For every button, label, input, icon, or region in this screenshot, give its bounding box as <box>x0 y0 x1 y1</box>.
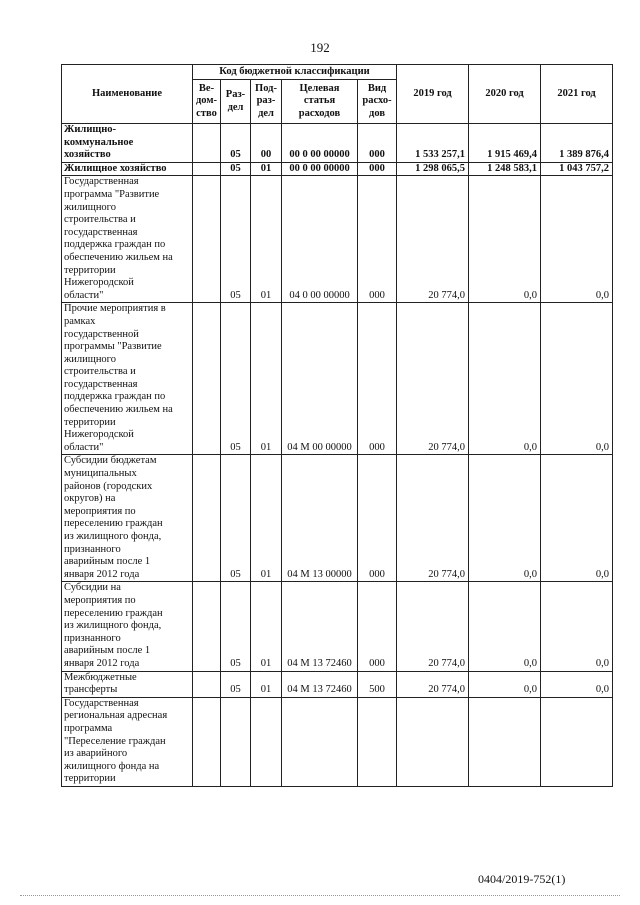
cell-y2020: 0,0 <box>469 176 541 303</box>
cell-name: Субсидии бюджетам муниципальных районов (городских округов) на мероприятия по переселению граждан из жилищного фонда, признанного аварийным после 1 января 2012 года <box>62 455 193 582</box>
cell-podrazdel <box>251 697 282 786</box>
header-razdel: Раз- дел <box>221 80 251 124</box>
table-row <box>62 671 613 697</box>
cell-y2020: 0,0 <box>469 303 541 455</box>
cell-y2020 <box>469 697 541 786</box>
header-vid-raskhodov: Вид расхо- дов <box>358 80 397 124</box>
cell-ved <box>193 582 221 671</box>
cell-vid: 000 <box>358 176 397 303</box>
cell-ved <box>193 671 221 697</box>
cell-name: Государственная программа "Развитие жилищного строительства и государственная поддержка граждан по обеспечению жильем на территории Нижегородской области" <box>62 176 193 303</box>
cell-tselevaya: 04 0 00 00000 <box>282 176 358 303</box>
table-row <box>62 697 613 786</box>
header-budget-code-group: Код бюджетной классификации <box>193 65 397 80</box>
header-2021: 2021 год <box>541 65 613 124</box>
cell-y2021: 0,0 <box>541 671 613 697</box>
cell-razdel: 05 <box>221 124 251 163</box>
cell-tselevaya: 04 М 13 00000 <box>282 455 358 582</box>
page-bottom-edge <box>20 895 620 896</box>
table-row <box>62 303 613 455</box>
table-row <box>62 582 613 671</box>
cell-y2020: 0,0 <box>469 582 541 671</box>
cell-podrazdel: 00 <box>251 124 282 163</box>
document-number: 0404/2019-752(1) <box>478 872 566 886</box>
cell-podrazdel: 01 <box>251 176 282 303</box>
page-number: 192 <box>310 40 330 55</box>
cell-name: Жилищное хозяйство <box>62 162 193 176</box>
cell-razdel <box>221 697 251 786</box>
cell-y2020: 0,0 <box>469 671 541 697</box>
cell-y2021: 1 043 757,2 <box>541 162 613 176</box>
cell-ved <box>193 455 221 582</box>
cell-razdel: 05 <box>221 455 251 582</box>
cell-vid: 000 <box>358 124 397 163</box>
header-2020: 2020 год <box>469 65 541 124</box>
table-row <box>62 124 613 163</box>
table-row <box>62 176 613 303</box>
budget-table <box>61 64 613 787</box>
cell-ved <box>193 697 221 786</box>
cell-vid: 000 <box>358 582 397 671</box>
cell-y2019: 20 774,0 <box>397 671 469 697</box>
cell-name: Жилищно- коммунальное хозяйство <box>62 124 193 163</box>
cell-y2021 <box>541 697 613 786</box>
header-2019: 2019 год <box>397 65 469 124</box>
cell-y2019 <box>397 697 469 786</box>
header-name: Наименование <box>62 65 193 124</box>
cell-y2021: 0,0 <box>541 176 613 303</box>
cell-tselevaya <box>282 697 358 786</box>
header-vedomstvo: Ве- дом- ство <box>193 80 221 124</box>
cell-y2021: 0,0 <box>541 582 613 671</box>
cell-vid: 000 <box>358 303 397 455</box>
cell-y2021: 1 389 876,4 <box>541 124 613 163</box>
cell-podrazdel: 01 <box>251 671 282 697</box>
cell-y2021: 0,0 <box>541 303 613 455</box>
cell-y2020: 0,0 <box>469 455 541 582</box>
cell-vid: 000 <box>358 455 397 582</box>
cell-razdel: 05 <box>221 582 251 671</box>
cell-podrazdel: 01 <box>251 455 282 582</box>
cell-tselevaya: 04 М 13 72460 <box>282 582 358 671</box>
cell-y2019: 20 774,0 <box>397 582 469 671</box>
table-row <box>62 455 613 582</box>
cell-y2021: 0,0 <box>541 455 613 582</box>
cell-razdel: 05 <box>221 303 251 455</box>
cell-vid <box>358 697 397 786</box>
cell-ved <box>193 162 221 176</box>
cell-name: Субсидии на мероприятия по переселению граждан из жилищного фонда, признанного аварийным после 1 января 2012 года <box>62 582 193 671</box>
cell-tselevaya: 00 0 00 00000 <box>282 162 358 176</box>
header-tselevaya-statya: Целевая статья расходов <box>282 80 358 124</box>
cell-y2019: 20 774,0 <box>397 303 469 455</box>
cell-vid: 500 <box>358 671 397 697</box>
cell-ved <box>193 303 221 455</box>
cell-name: Межбюджетные трансферты <box>62 671 193 697</box>
cell-name: Прочие мероприятия в рамках государственной программы "Развитие жилищного строительства и государственная поддержка граждан по обеспечению жильем на территории Нижегородской области" <box>62 303 193 455</box>
cell-y2019: 20 774,0 <box>397 455 469 582</box>
cell-vid: 000 <box>358 162 397 176</box>
cell-razdel: 05 <box>221 671 251 697</box>
cell-ved <box>193 124 221 163</box>
cell-podrazdel: 01 <box>251 582 282 671</box>
cell-tselevaya: 00 0 00 00000 <box>282 124 358 163</box>
cell-podrazdel: 01 <box>251 303 282 455</box>
cell-tselevaya: 04 М 00 00000 <box>282 303 358 455</box>
cell-y2019: 20 774,0 <box>397 176 469 303</box>
cell-ved <box>193 176 221 303</box>
cell-razdel: 05 <box>221 162 251 176</box>
cell-tselevaya: 04 М 13 72460 <box>282 671 358 697</box>
cell-y2020: 1 248 583,1 <box>469 162 541 176</box>
cell-podrazdel: 01 <box>251 162 282 176</box>
cell-y2019: 1 298 065,5 <box>397 162 469 176</box>
cell-y2020: 1 915 469,4 <box>469 124 541 163</box>
cell-name: Государственная региональная адресная программа "Переселение граждан из аварийного жилищного фонда на территории <box>62 697 193 786</box>
header-podrazdel: Под- раз- дел <box>251 80 282 124</box>
table-row <box>62 162 613 176</box>
cell-razdel: 05 <box>221 176 251 303</box>
cell-y2019: 1 533 257,1 <box>397 124 469 163</box>
